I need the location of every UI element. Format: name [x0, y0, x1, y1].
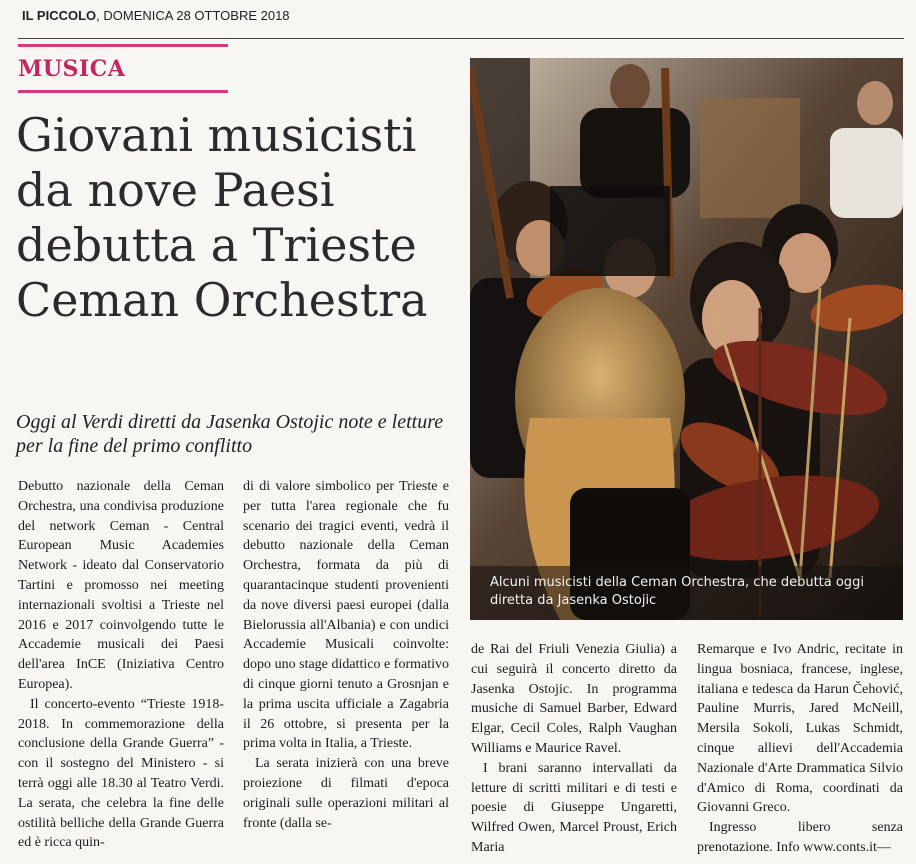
section-kicker: MUSICA — [18, 56, 126, 82]
orchestra-photo-illustration — [470, 58, 903, 620]
masthead — [22, 8, 290, 23]
paragraph: Ingresso libero senza prenotazione. Info www.conts.it— — [697, 820, 903, 855]
article-column-3 — [471, 640, 677, 858]
paragraph: La serata inizierà con una breve proiezione di filmati d'epoca originali sulle operazioni militari al fronte (dalla se- — [243, 756, 449, 831]
newspaper-name: IL PICCOLO — [22, 8, 97, 23]
paragraph: Il concerto-evento “Trieste 1918-2018. In commemorazione della conclusione della Grande Guerra” - con il sostegno del Ministero - si terrà oggi alle 18.30 al Teatro Verdi. La serata, che celebra la fine delle ostilità belliche della Grande Guerra ed è ricca quin- — [18, 696, 224, 851]
kicker-rule-bottom — [18, 90, 228, 93]
paragraph: de Rai del Friuli Venezia Giulia) a cui seguirà il concerto diretto da Jasenka Ostojic. In programma musiche di Samuel Barber, Edward Elgar, Cecil Coles, Ralph Vaughan Williams e Maurice Ravel. — [471, 642, 677, 756]
kicker-rule-top — [18, 44, 228, 47]
photo-caption: Alcuni musicisti della Ceman Orchestra, che debutta oggi diretta da Jasenka Ostojic — [470, 566, 903, 620]
article-subhead: Oggi al Verdi diretti da Jasenka Ostojic note e letture per la fine del primo conflitto — [16, 411, 444, 457]
issue-date: , DOMENICA 28 OTTOBRE 2018 — [96, 8, 290, 23]
paragraph: Remarque e Ivo Andric, recitate in lingua bosniaca, francese, inglese, italiana e tedesca da Harun Čehović, Pauline Murris, Jared McNeill, Mersila Sokoli, Lukas Schmidt, cinque allievi dell'Accademia Nazionale d'Arte Drammatica Silvio d'Amico di Roma, coordinati da Giovanni Greco. — [697, 642, 903, 816]
article-photo — [470, 58, 903, 620]
article-column-1 — [18, 477, 224, 853]
paragraph: di di valore simbolico per Trieste e per tutta l'area regionale che fu scenario dei tragici eventi, vedrà il debutto nazionale della Ceman Orchestra, formata da più di quarantacinque studenti provenienti da nove diversi paesi europei (dalla Bielorussia all'Albania) e con undici Accademie Musicali coinvolte: dopo uno stage didattico e formativo di cinque giorni tenuto a Grosnjan e la prima uscita ufficiale a Zagabria il 26 ottobre, si presenta per la prima volta in Italia, a Trieste. — [243, 479, 449, 752]
article-column-2 — [243, 477, 449, 833]
header-rule — [18, 38, 904, 39]
paragraph: Debutto nazionale della Ceman Orchestra, una condivisa produzione del network Ceman - Central European Music Academies Network - ideato dal Conservatorio Tartini e promosso nei meeting internazionali svoltisi a Trieste nel 2016 e 2017 coinvolgendo tutte le Accademie musicali dei Paesi dell'area InCE (Iniziativa Centro Europea). — [18, 479, 224, 692]
article-column-4 — [697, 640, 903, 858]
article-headline: Giovani musicisti da nove Paesi debutta a Trieste Ceman Orchestra — [16, 108, 428, 327]
paragraph: I brani saranno intervallati da letture di scritti militari e di testi e poesie di Giuseppe Ungaretti, Wilfred Owen, Marcel Proust, Erich Maria — [471, 760, 677, 855]
